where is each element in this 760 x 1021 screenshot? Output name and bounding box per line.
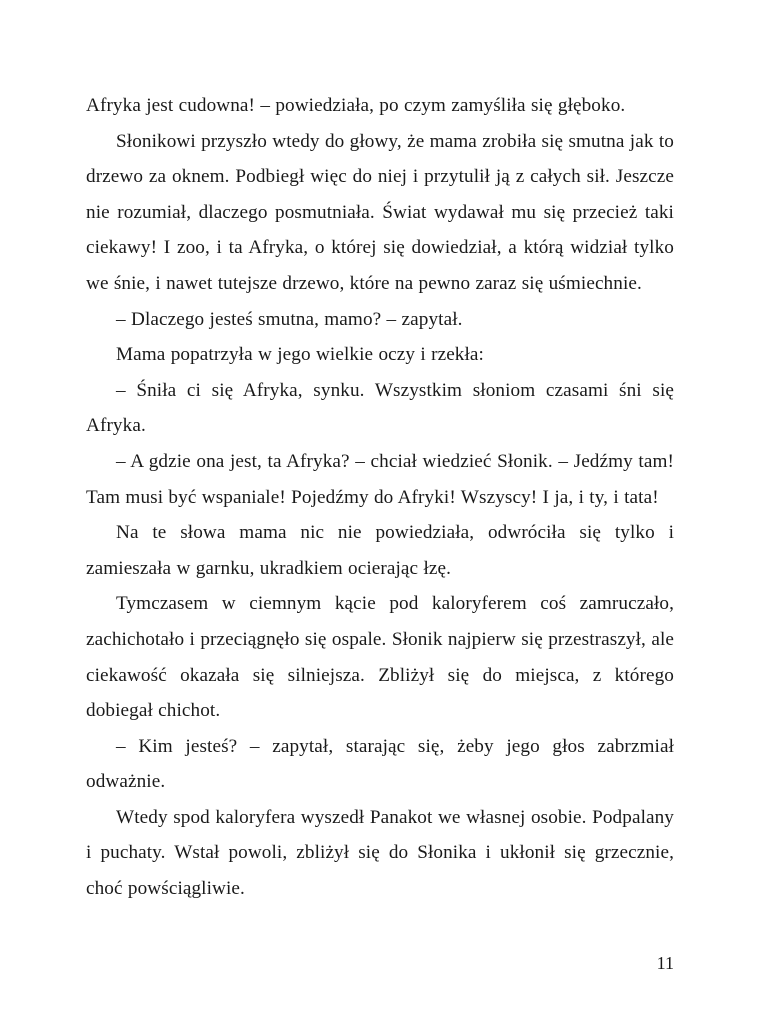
paragraph: – A gdzie ona jest, ta Afryka? – chciał wiedzieć Słonik. – Jedźmy tam! Tam musi być wspaniale! Pojedźmy do Afryki! Wszyscy! I ja, i ty, i tata! [86,450,674,508]
paragraph: – Śniła ci się Afryka, synku. Wszystkim słoniom czasami śni się Afryka. [86,379,674,437]
paragraph: Afryka jest cudowna! – powiedziała, po czym zamyśliła się głęboko. [86,95,626,116]
paragraph: Wtedy spod kaloryfera wyszedł Panakot we własnej osobie. Podpalany i puchaty. Wstał powoli, zbliżył się do Słonika i ukłonił się grzecznie, choć powściągliwie. [86,806,674,900]
page-body-text [86,88,674,907]
paragraph: – Kim jesteś? – zapytał, starając się, żeby jego głos zabrzmiał odważnie. [86,735,674,793]
paragraph: Tymczasem w ciemnym kącie pod kaloryferem coś zamruczało, zachichotało i przeciągnęło się ospale. Słonik najpierw się przestraszył, ale ciekawość okazała się silniejsza. Zbliżył się do miejsca, z którego dobiegał chichot. [86,593,674,722]
paragraph: Na te słowa mama nic nie powiedziała, odwróciła się tylko i zamieszała w garnku, ukradkiem ocierając łzę. [86,522,674,579]
page-number: 11 [656,953,674,973]
paragraph: – Dlaczego jesteś smutna, mamo? – zapytał. [116,308,463,330]
paragraph: Mama popatrzyła w jego wielkie oczy i rzekła: [116,344,484,366]
paragraph: Słonikowi przyszło wtedy do głowy, że mama zrobiła się smutna jak to drzewo za oknem. Podbiegł więc do niej i przytulił ją z całych sił. Jeszcze nie rozumiał, dlaczego posmutniała. Świat wydawał mu się przecież taki ciekawy! I zoo, i ta Afryka, o której się dowiedział, a którą widział tylko we śnie, i nawet tutejsze drzewo, które na pewno zaraz się uśmiechnie. [86,130,674,294]
